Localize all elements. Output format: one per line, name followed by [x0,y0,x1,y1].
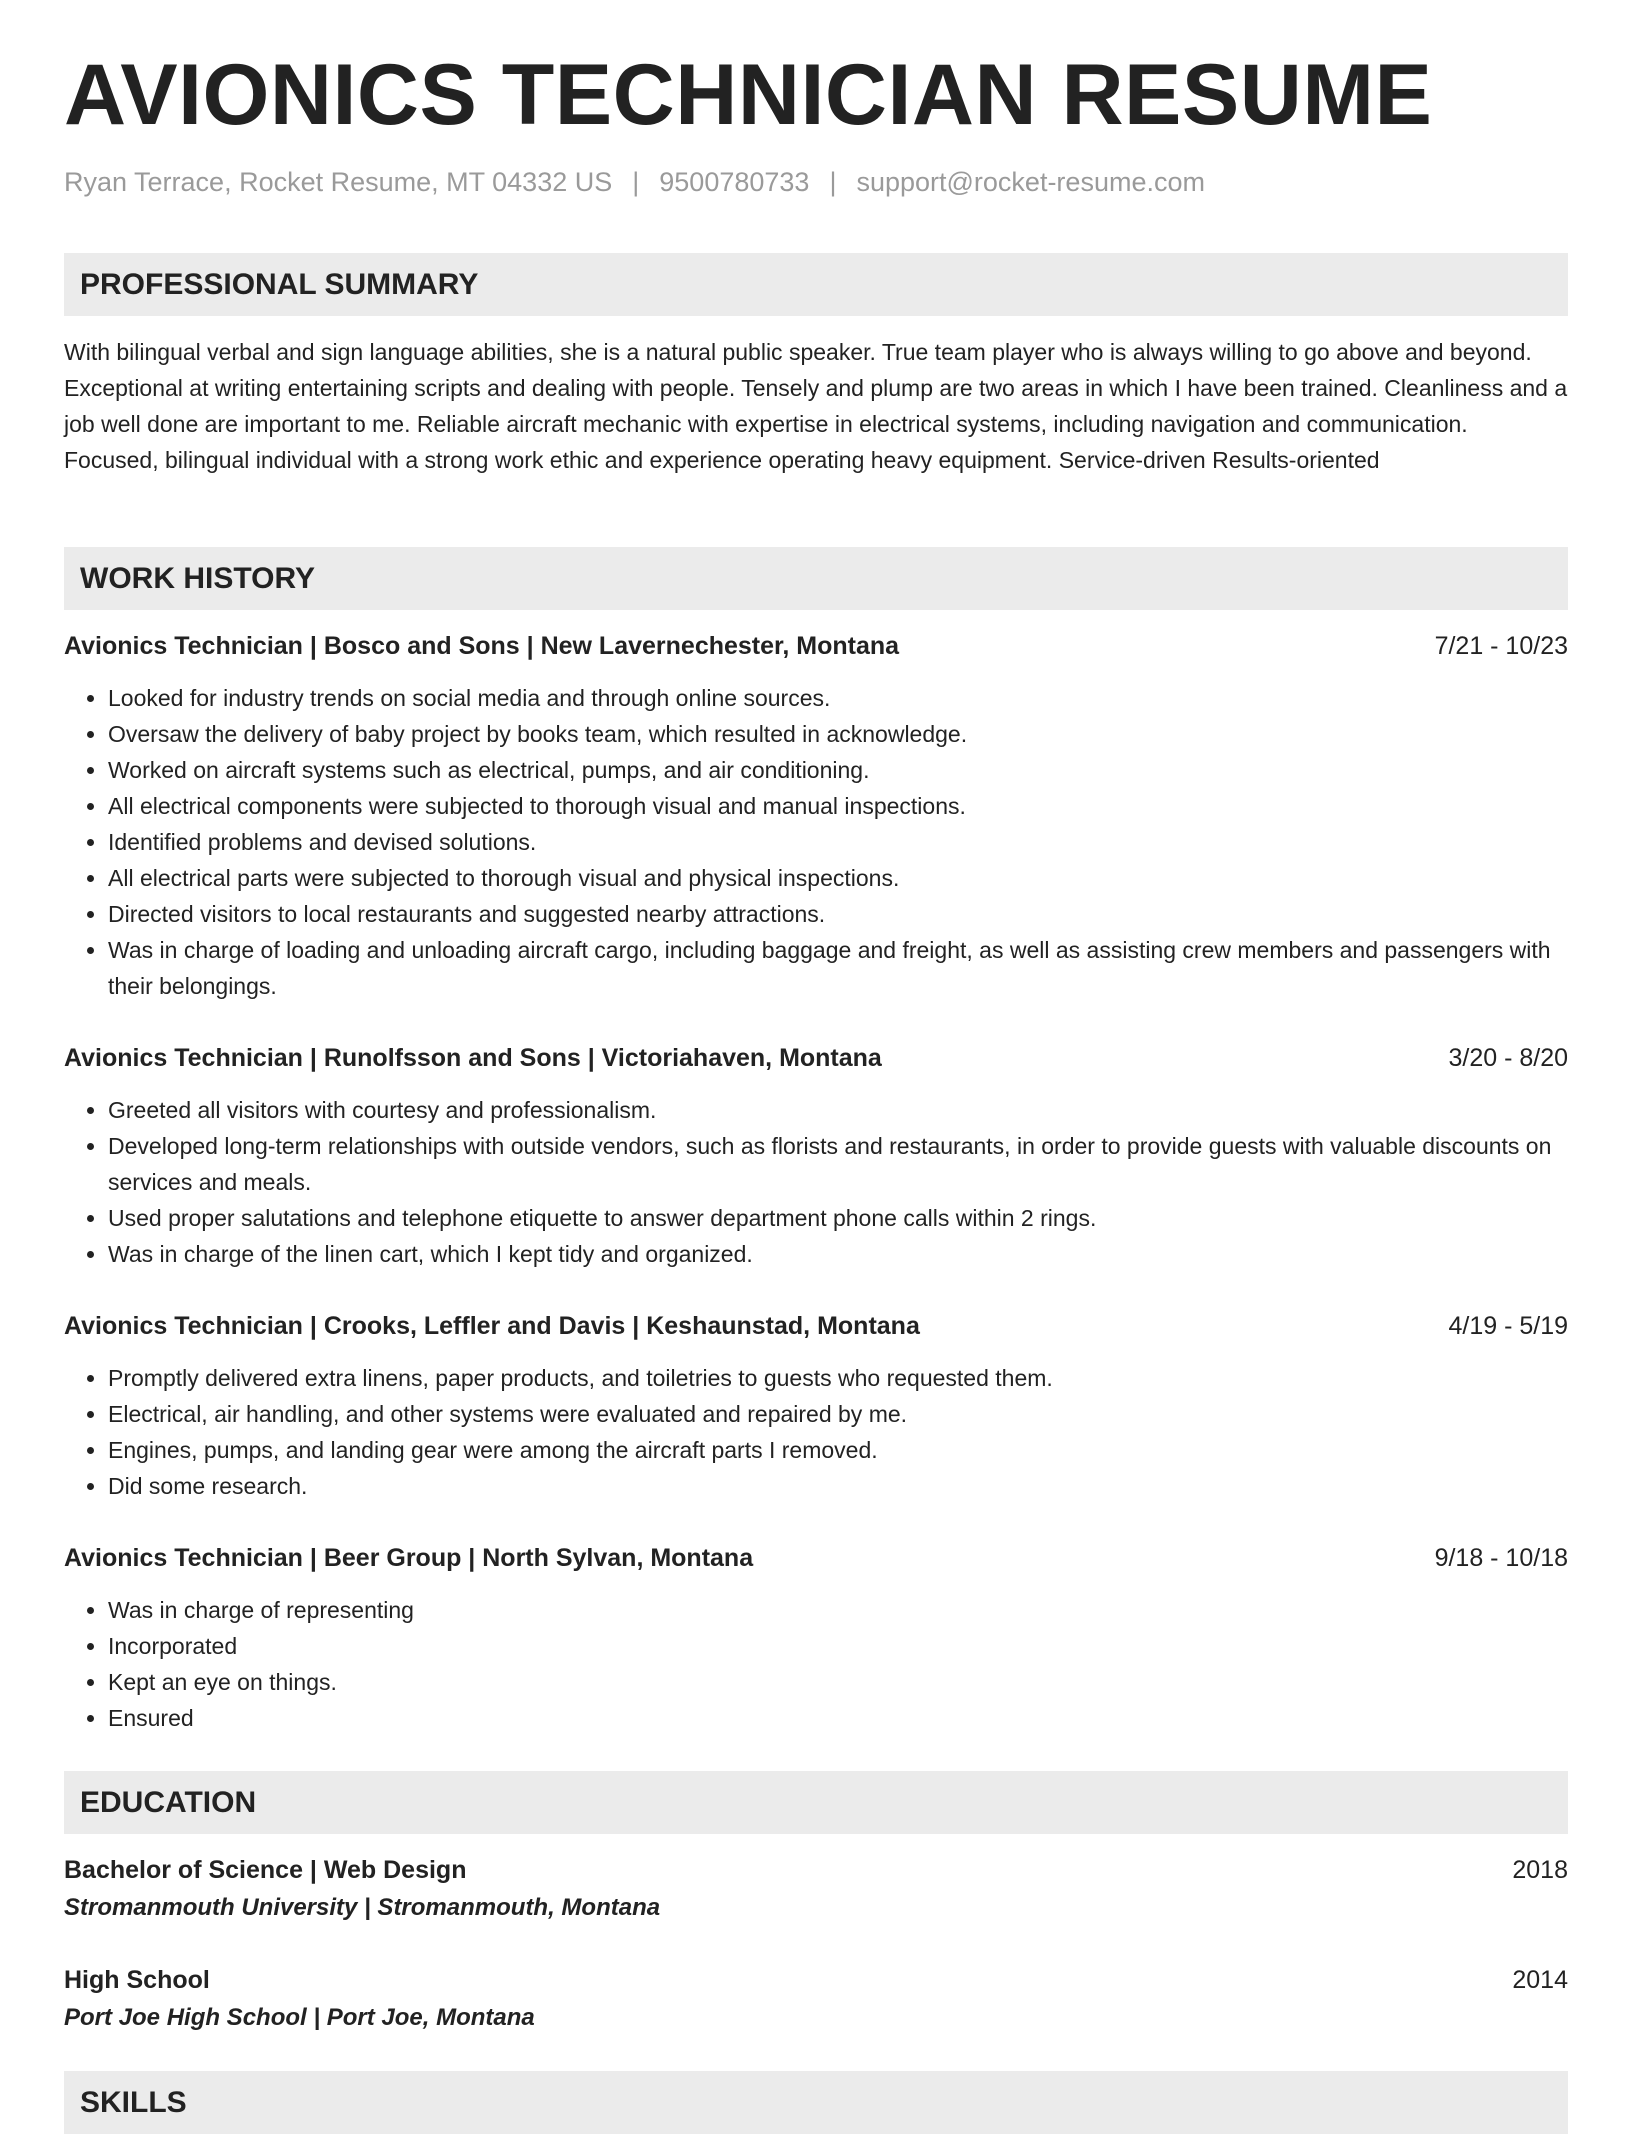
job-bullets [64,1592,1568,1736]
job-header [64,1040,1568,1076]
job-bullet: • All electrical components were subjected to thorough visual and manual inspections. [108,788,1568,824]
contact-address: Ryan Terrace, Rocket Resume, MT 04332 US [64,167,613,197]
job-bullet: • Incorporated [108,1628,1568,1664]
section-header-education [64,1771,1568,1834]
job-bullets [64,680,1568,1004]
job-bullet: • Was in charge of the linen cart, which I kept tidy and organized. [108,1236,1568,1272]
job-bullets [64,1092,1568,1272]
job-dates: 3/20 - 8/20 [1448,1044,1568,1072]
job-bullet: • Electrical, air handling, and other systems were evaluated and repaired by me. [108,1396,1568,1432]
job-bullet: • Promptly delivered extra linens, paper products, and toiletries to guests who requested them. [108,1360,1568,1396]
job-title: Avionics Technician | Runolfsson and Sons | Victoriahaven, Montana [64,1044,882,1072]
job-bullet: • Looked for industry trends on social media and through online sources. [108,680,1568,716]
job-entry [64,1040,1568,1272]
job-bullet: • Kept an eye on things. [108,1664,1568,1700]
job-entry [64,628,1568,1004]
contact-separator: | [632,167,640,197]
section-header-skills [64,2071,1568,2134]
contact-email: support@rocket-resume.com [856,167,1205,197]
contact-phone: 9500780733 [659,167,810,197]
section-header-work [64,547,1568,610]
education-degree: Bachelor of Science | Web Design [64,1856,467,1884]
job-bullet: • Engines, pumps, and landing gear were among the aircraft parts I removed. [108,1432,1568,1468]
education-school: Stromanmouth University | Stromanmouth, Montana [64,1894,661,1921]
job-bullet: • Was in charge of loading and unloading aircraft cargo, including baggage and freight, as well as assisting crew members and passengers with their belongings. [108,932,1568,1004]
job-bullets [64,1360,1568,1504]
education-degree: High School [64,1966,210,1994]
job-dates: 9/18 - 10/18 [1434,1544,1568,1572]
education-school: Port Joe High School | Port Joe, Montana [64,2004,535,2031]
job-bullet: • All electrical parts were subjected to thorough visual and physical inspections. [108,860,1568,896]
job-bullet: • Directed visitors to local restaurants and suggested nearby attractions. [108,896,1568,932]
job-bullet: • Oversaw the delivery of baby project by books team, which resulted in acknowledge. [108,716,1568,752]
job-bullet: • Did some research. [108,1468,1568,1504]
education-entry [64,1962,1568,2036]
job-header [64,628,1568,664]
job-bullet: • Greeted all visitors with courtesy and professionalism. [108,1092,1568,1128]
job-bullet: • Used proper salutations and telephone etiquette to answer department phone calls within 2 rings. [108,1200,1568,1236]
job-bullet: • Was in charge of representing [108,1592,1568,1628]
job-bullet: • Worked on aircraft systems such as electrical, pumps, and air conditioning. [108,752,1568,788]
section-title: EDUCATION [80,1786,257,1819]
section-header-summary [64,253,1568,316]
section-title: WORK HISTORY [80,562,316,595]
education-year: 2018 [1512,1856,1568,1884]
education-header [64,1852,1568,1888]
resume-title: AVIONICS TECHNICIAN RESUME [64,47,1433,143]
contact-line [64,166,1205,198]
job-dates: 7/21 - 10/23 [1434,632,1568,660]
job-bullet: • Developed long-term relationships with outside vendors, such as florists and restaurants, in order to provide guests with valuable discounts on services and meals. [108,1128,1568,1200]
job-entry [64,1308,1568,1504]
job-header [64,1540,1568,1576]
education-header [64,1962,1568,1998]
job-title: Avionics Technician | Beer Group | North Sylvan, Montana [64,1544,754,1572]
education-entry [64,1852,1568,1926]
education-year: 2014 [1512,1966,1568,1994]
section-title: SKILLS [80,2086,187,2119]
job-entry [64,1540,1568,1736]
job-title: Avionics Technician | Bosco and Sons | New Lavernechester, Montana [64,632,900,660]
job-dates: 4/19 - 5/19 [1448,1312,1568,1340]
job-title: Avionics Technician | Crooks, Leffler and Davis | Keshaunstad, Montana [64,1312,920,1340]
job-header [64,1308,1568,1344]
summary-text: With bilingual verbal and sign language abilities, she is a natural public speaker. True team player who is always willing to go above and beyond. Exceptional at writing entertaining scripts and dealing with people. Tensely and plump are two areas in which I have been trained. Cleanliness and a job well done are important to me. Reliable aircraft mechanic with expertise in electrical systems, including navigation and communication. Focused, bilingual individual with a strong work ethic and experience operating heavy equipment. Service-driven Results-oriented [64,339,1568,473]
contact-separator: | [829,167,837,197]
job-bullet: • Identified problems and devised solutions. [108,824,1568,860]
job-bullet: • Ensured [108,1700,1568,1736]
section-title: PROFESSIONAL SUMMARY [80,268,479,301]
